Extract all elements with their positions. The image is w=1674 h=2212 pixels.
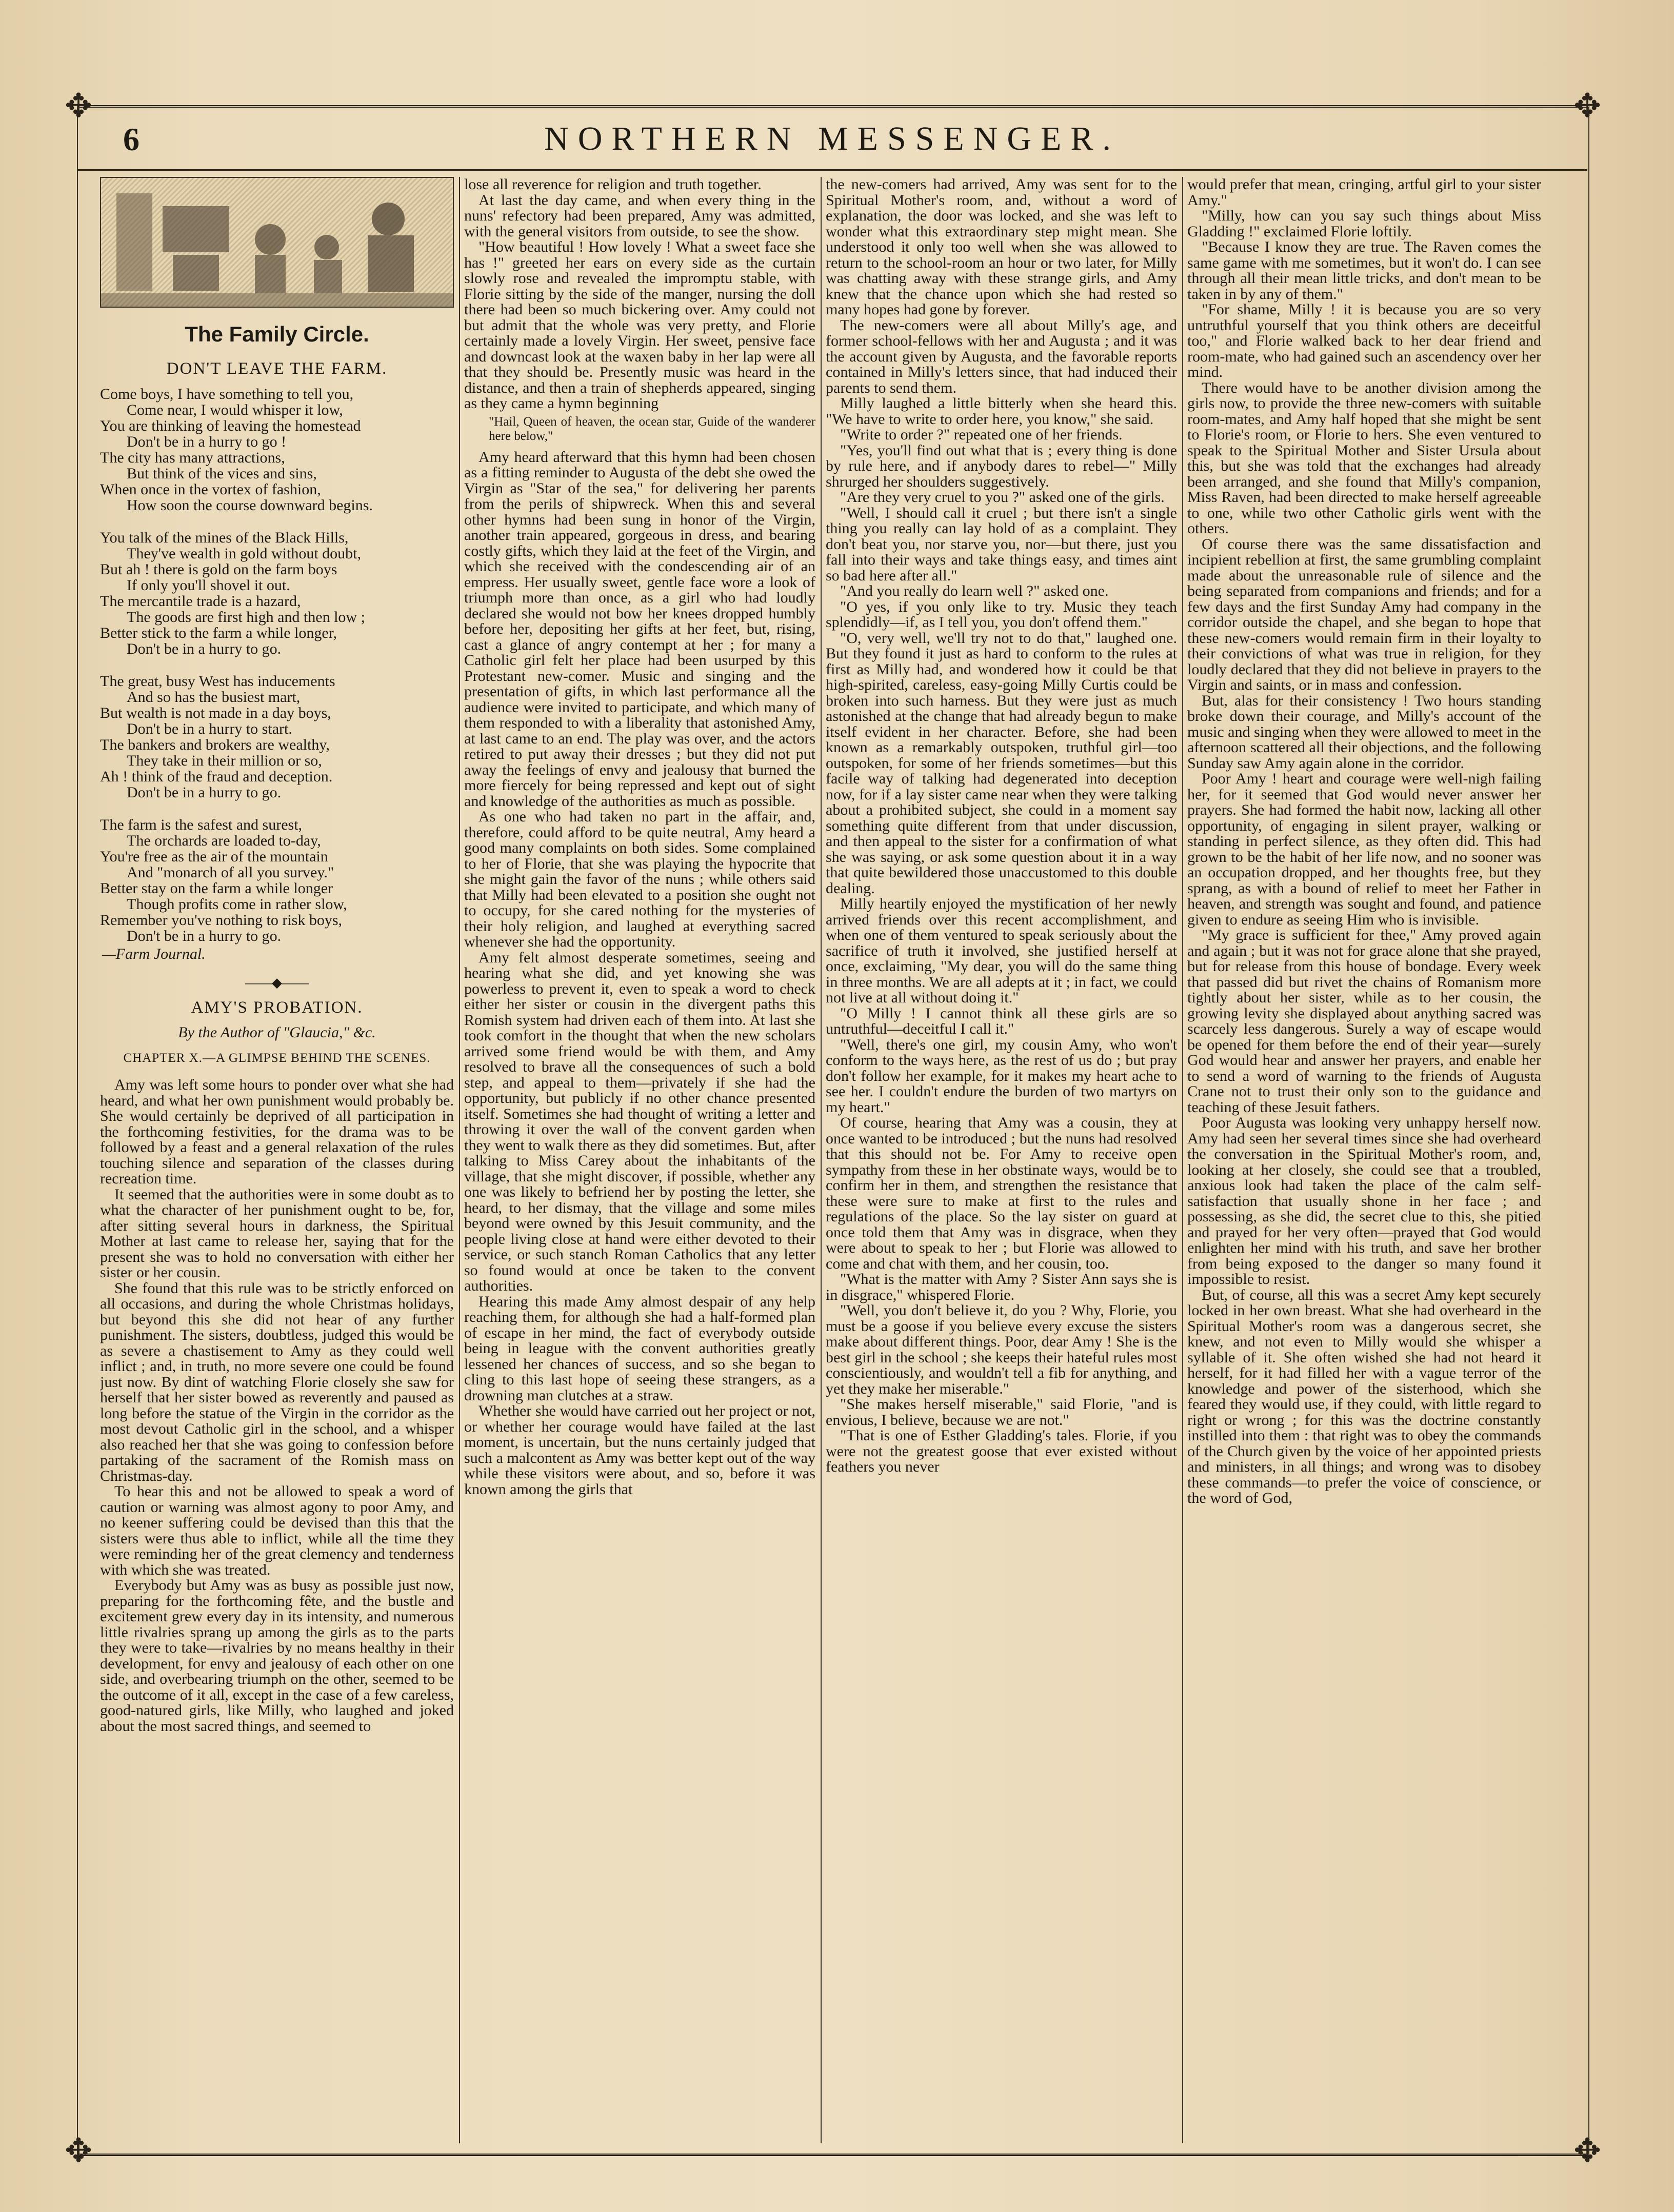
poem-stanza [100, 817, 454, 944]
ornament-corner-icon: ✥ [1573, 2132, 1601, 2170]
poem-line: You are thinking of leaving the homestead [100, 417, 361, 434]
poem-line: But wealth is not made in a day boys, [100, 704, 331, 721]
poem-stanza [100, 530, 454, 657]
poem-line: Don't be in a hurry to go. [127, 640, 282, 657]
paragraph: Poor Augusta was looking very unhappy herself now. Amy had seen her several times since she had overheard the conversation in the Spiritual Mother's room, and, looking at her closely, she could see that a troubled, anxious look had taken the place of the calm self-satisfaction that usually shone in her face ; and possessing, as she did, the secret clue to this, she pitied and prayed for her very often—prayed that God would enlighten her mind with his truth, and save her brother from being exposed to the danger so many found it impossible to resist. [1187, 1114, 1541, 1288]
paragraph: As one who had taken no part in the affair, and, therefore, could afford to be quite neutral, Amy heard a good many complaints on both sides. Some complained to her of Florie, that she was playing the hypocrite that she might gain the favor of the nuns ; while others said that Milly had been elevated to a position she ought not to occupy, for she cared nothing for the mysteries of their holy religion, and laughed at everything sacred whenever she had the opportunity. [464, 808, 815, 950]
ornament-corner-icon: ✥ [65, 2132, 92, 2170]
poem-line: And so has the busiest mart, [127, 688, 301, 706]
poem-line: Though profits come in rather slow, [127, 895, 347, 913]
poem-line: Ah ! think of the fraud and deception. [100, 768, 333, 785]
poem-line: Come near, I would whisper it low, [127, 401, 343, 418]
paragraph: There would have to be another division among the girls now, to provide the three new-comers with suitable room-mates, and Amy half hoped that she might be sent to Florie's room, or Florie to hers. She even ventured to speak to the Spiritual Mother and Sister Ursula about this, but she was told that the exchanges had already been arranged, and she found that Milly's companion, Miss Raven, had been directed to make herself agreeable to one, while two other Catholic girls went with the others. [1187, 379, 1541, 537]
paragraph: "How beautiful ! How lovely ! What a sweet face she has !" greeted her ears on every side as the curtain slowly rose and revealed the impromptu stable, with Florie sitting by the side of the manger, nursing the doll there had been so much bickering over. Amy could not but admit that the whole was very pretty, and Florie certainly made a lovely Virgin. Her sweet, pensive face and downcast look at the waxen baby in her lap were all that they should be. Presently music was heard in the distance, and then a train of shepherds appeared, singing as they came a hymn beginning [464, 238, 815, 412]
column-1 [100, 177, 454, 2143]
paragraph: Everybody but Amy was as busy as possible just now, preparing for the forthcoming fête, and the bustle and excitement grew every day in its intensity, and numerous little rivalries sprang up among the girls as to the parts they were to take—rivalries by no means healthy in their development, for envy and jealousy of each other on one side, and overbearing triumph on the other, seemed to be the outcome of it all, except in the case of a few careless, good-natured girls, like Milly, who laughed and joked about the most sacred things, and seemed to [100, 1577, 454, 1735]
poem-line: The bankers and brokers are wealthy, [100, 736, 330, 753]
story-title: AMY'S PROBATION. [191, 998, 363, 1017]
story-byline: By the Author of "Glaucia," &c. [178, 1023, 376, 1041]
paragraph: Poor Amy ! heart and courage were well-nigh failing her, for it seemed that God would never answer her prayers. She had formed the habit now, lacking all other opportunity, of engaging in silent prayer, walking or standing in perfect silence, as they often did. This had grown to be the habit of her life now, and no sooner was an occupation dropped, and her thoughts free, but they sprang, as with a bound of relief to meet her Father in heaven, and strength was sought and found, and patience given to endure as seeing Him who is invisible. [1187, 770, 1541, 928]
column-divider [821, 177, 822, 2143]
poem-line: Come boys, I have something to tell you, [100, 385, 354, 403]
poem-line: They take in their million or so, [127, 752, 322, 769]
masthead-title: NORTHERN MESSENGER. [544, 120, 1120, 157]
paragraph: But, of course, all this was a secret Amy kept securely locked in her own breast. What she had overheard in the Spiritual Mother's room was a dangerous secret, she knew, and not even to Milly would she whisper a syllable of it. She often wished she had not heard it herself, for it had filled her with a vague terror of the knowledge and power of the sisterhood, which she feared they would use, if they could, with little regard to right or wrong ; for this was the doctrine constantly instilled into them : that right was to obey the commands of the Church given by the voice of her appointed priests and ministers, in all things; and wrong was to disobey these commands—to prefer the voice of conscience, or the word of God, [1187, 1286, 1541, 1506]
poem-stanza [100, 673, 454, 800]
paragraph: "Because I know they are true. The Raven comes the same game with me sometimes, but it won't do. I can see through all their mean little tricks, and don't mean to be taken in by any of them." [1187, 238, 1541, 303]
chapter-heading: CHAPTER X.—A GLIMPSE BEHIND THE SCENES. [123, 1051, 431, 1065]
paragraph: It seemed that the authorities were in some doubt as to what the character of her punishment ought to be, for, after sitting several hours in darkness, the Spiritual Mother at last came to release her, saying that for the present she was to hold no conversation with either her sister or her cousin. [100, 1185, 454, 1281]
paragraph: "Well, there's one girl, my cousin Amy, who won't conform to the ways here, as the rest of us do ; but pray don't follow her example, for it makes my heart ache to see her. I couldn't endure the burden of two martyrs on my heart." [826, 1036, 1177, 1116]
poem-line: Don't be in a hurry to start. [127, 720, 292, 737]
column-divider [459, 177, 460, 2143]
paragraph: The new-comers were all about Milly's age, and former school-fellows with her and Augusta ; and it was the account given by Augusta, and the favorable reports contained in Milly's letters since, that had induced their parents to send them. [826, 316, 1177, 396]
header-rule [77, 169, 1587, 171]
poem-line: How soon the course downward begins. [127, 496, 373, 514]
paragraph: "O yes, if you only like to try. Music they teach splendidly—if, as I tell you, you don't offend them." [826, 598, 1177, 631]
paragraph: Whether she would have carried out her project or not, or whether her courage would have failed at the last moment, is uncertain, but the nuns certainly judged that such a malcontent as Amy was better kept out of the way while these visitors were about, and so, before it was known among the girls that [464, 1402, 815, 1498]
paragraph: To hear this and not be allowed to speak a word of caution or warning was almost agony to poor Amy, and no keener suffering could be devised than this that the sisters were thus able to inflict, while all the time they were reminding her of the great clemency and tenderness with which she was treated. [100, 1483, 454, 1578]
poem-line: The farm is the safest and surest, [100, 816, 303, 833]
poem-line: Remember you've nothing to risk boys, [100, 911, 343, 929]
paragraph: "Well, you don't believe it, do you ? Why, Florie, you must be a goose if you believe every excuse the sisters make about different things. Poor, dear Amy ! She is the best girl in the school ; she keeps their hateful rules most conscientiously, and wouldn't tell a fib for anything, and yet they make her miserable." [826, 1302, 1177, 1397]
poem-line: The city has many attractions, [100, 449, 285, 466]
paragraph: Amy was left some hours to ponder over what she had heard, and what her own punishment would probably be. She would certainly be deprived of all participation in the forthcoming festivities, for the drama was to be followed by a feast and a general relaxation of the rules touching silence and separation of the classes during recreation time. [100, 1076, 454, 1187]
ornament-corner-icon: ✥ [65, 87, 92, 125]
paragraph: Milly laughed a little bitterly when she heard this. "We have to write to order here, you know," she said. [826, 395, 1177, 428]
column-divider [1182, 177, 1183, 2143]
paragraph: "What is the matter with Amy ? Sister Ann says she is in disgrace," whispered Florie. [826, 1271, 1177, 1303]
poem-line: Don't be in a hurry to go ! [127, 433, 287, 450]
paragraph: Of course, hearing that Amy was a cousin, they at once wanted to be introduced ; but the nuns had resolved that this should not be. For Amy to receive open sympathy from these in her obstinate ways, would be to confirm her in them, and strengthen the resistance that these were sure to make at first to the rules and regulations of the place. So the lay sister on guard at once told them that Amy was in disgrace, when they were about to speak to her ; but Florie was allowed to come and chat with them, and her cousin, too. [826, 1114, 1177, 1272]
column-4 [1187, 177, 1541, 2143]
section-title: The Family Circle. [185, 322, 369, 346]
paragraph: Milly heartily enjoyed the mystification of her newly arrived friends over this recent accomplishment, and when one of them ventured to speak seriously about the sacrifice of truth it involved, she justified herself at once, exclaiming, "My dear, you will do the same thing in three months. We are all adepts at it ; in fact, we could not live at all without doing it." [826, 895, 1177, 1006]
page-number: 6 [123, 121, 140, 157]
paragraph: would prefer that mean, cringing, artful girl to your sister Amy." [1187, 177, 1541, 209]
paragraph: the new-comers had arrived, Amy was sent for to the Spiritual Mother's room, and, without a word of explanation, the door was locked, and she was left to wonder what this extraordinary step might mean. She understood it only too well when she was allowed to return to the school-room an hour or two later, for Milly was chatting away with these strange girls, and Amy knew that the chance upon which she had rested so many hopes had gone by forever. [826, 177, 1177, 318]
paragraph: She found that this rule was to be strictly enforced on all occasions, and during the whole Christmas holidays, but beyond this she did not hear of any further punishment. The sisters, doubtless, judged this would be as severe a chastisement to Amy as they could well inflict ; and, in truth, no more severe one could be found just now. By dint of watching Florie closely she saw for herself that her sister bowed as reverently and paused as long before the statue of the Virgin in the corridor as the most devout Catholic girl in the school, and a whisper also reached her that she was going to confession before partaking of the sacrament of the Romish mass on Christmas-day. [100, 1279, 454, 1484]
paragraph: "O, very well, we'll try not to do that," laughed one. But they found it just as hard to conform to the rules at first as Milly had, and wondered how it could be that high-spirited, careless, easy-going Milly Curtis could be broken into such harness. But they were just as much astonished at the change that had already begun to make itself evident in her character. Before, she had been known as a remarkably outspoken, truthful girl—too outspoken, for some of her friends sometimes—but this facile way of talking had degenerated into deception now, for if a lay sister came near when they were talking about a prohibited subject, she could in a moment say something quite different from that under discussion, and then appeal to the sister for a confirmation of what she was saying, or ask some question about it in a way that quite bewildered those unaccustomed to this double dealing. [826, 629, 1177, 897]
paragraph: "Well, I should call it cruel ; but there isn't a single thing you really can lay hold of as a complaint. They don't beat you, nor starve you, nor—but there, just you fall into their ways and take things easy, and times aint so bad here after all." [826, 504, 1177, 584]
poem-line: They've wealth in gold without doubt, [127, 545, 362, 562]
paragraph: Hearing this made Amy almost despair of any help reaching them, for although she had a half-formed plan of escape in her mind, the fact of everybody outside being in league with the convent authorities greatly lessened her chances of success, and so she began to cling to this last hope of seeing these strangers, as a drowning man clutches at a straw. [464, 1293, 815, 1404]
family-circle-engraving [100, 177, 454, 308]
column-3 [826, 177, 1177, 2143]
poem-line: If only you'll shovel it out. [127, 576, 290, 594]
poem-line: But think of the vices and sins, [127, 465, 317, 482]
poem-stanza [100, 386, 454, 513]
column-2 [464, 177, 815, 2143]
paragraph: "Yes, you'll find out what that is ; every thing is done by rule here, and if anybody dares to rebel—" Milly shrurged her shoulders suggestively. [826, 441, 1177, 490]
poem-line: You talk of the mines of the Black Hills, [100, 529, 349, 546]
poem-line: The mercantile trade is a hazard, [100, 592, 301, 610]
poem-line: Better stick to the farm a while longer, [100, 624, 337, 641]
poem-line: The goods are first high and then low ; [127, 608, 365, 626]
poem-credit: —Farm Journal. [102, 945, 206, 962]
ornament-corner-icon: ✥ [1573, 87, 1601, 125]
paragraph: "She makes herself miserable," said Florie, "and is envious, I believe, because we are not." [826, 1396, 1177, 1429]
paragraph: "That is one of Esther Gladding's tales. Florie, if you were not the greatest goose that ever existed without feathers you never [826, 1427, 1177, 1475]
poem-line: But ah ! there is gold on the farm boys [100, 560, 337, 578]
hymn-verse: "Hail, Queen of heaven, the ocean star, Guide of the wanderer here below," [489, 414, 815, 443]
poem-line: The great, busy West has inducements [100, 672, 335, 690]
family-scene-icon [101, 178, 453, 307]
poem-body [100, 386, 454, 962]
poem-title: DON'T LEAVE THE FARM. [166, 359, 388, 378]
poem-line: You're free as the air of the mountain [100, 848, 328, 865]
paragraph: "For shame, Milly ! it is because you are so very untruthful yourself that you think others are deceitful too," and Florie walked back to her dear friend and room-mate, who had gained such an ascendency over her mind. [1187, 301, 1541, 380]
paragraph: "My grace is sufficient for thee," Amy proved again and again ; but it was not for grace alone that she prayed, but for release from this house of bondage. Every week that passed did but rivet the chains of Romanism more tightly about her sister, while as to her cousin, the growing levity she displayed about anything sacred was scarcely less dangerous. Surely a way of escape would be opened for them before the end of their year—surely God would hear and answer her prayers, and enable her to send a word of warning to the friends of Augusta Crane not to trust their only son to the guidance and teaching of these Jesuit fathers. [1187, 927, 1541, 1116]
paragraph: "Milly, how can you say such things about Miss Gladding !" exclaimed Florie loftily. [1187, 207, 1541, 240]
masthead-bar [77, 115, 1587, 172]
paragraph: At last the day came, and when every thing in the nuns' refectory had been prepared, Amy was admitted, with the general visitors from outside, to see the show. [464, 191, 815, 240]
paragraph: "And you really do learn well ?" asked one. [840, 582, 1109, 599]
paragraph: Of course there was the same dissatisfaction and incipient rebellion at first, the same grumbling complaint made about the unreasonable rule of silence and the being separated from companions and friends; and for a few days and the first Sunday Amy had company in the corridor outside the chapel, and she began to hope that these new-comers would remain firm in their loyalty to their convictions of what was true in religion, for they loudly declared that they did not believe in prayers to the Virgin and saints, or in mass and confession. [1187, 535, 1541, 693]
paragraph: But, alas for their consistency ! Two hours standing broke down their courage, and Milly's account of the music and singing when they were allowed to meet in the afternoon scattered all their objections, and the following Sunday saw Amy again alone in the corridor. [1187, 692, 1541, 772]
poem-line: When once in the vortex of fashion, [100, 480, 321, 498]
paragraph: Amy felt almost desperate sometimes, seeing and hearing what she did, and yet knowing she was powerless to prevent it, even to speak a word to check either her sister or cousin in the divergent paths this Romish system had driven each of them into. At last she took comfort in the thought that when the new scholars arrived some friend would be with them, and Amy resolved to brave all the consequences of such a bold step, and appeal to them—privately if she had the opportunity, but publicly if no other chance presented itself. Sometimes she had thought of writing a letter and throwing it over the wall of the convent garden when they went to walk there as they did sometimes. But, after talking to Miss Carey about the inhabitants of the village, that she might discover, if possible, whether any one was likely to befriend her by posting the letter, she heard, to her dismay, that the village and some miles beyond were owned by this Jesuit community, and the people living close at hand were either devoted to their service, or such stanch Roman Catholics that any letter so found would at once be taken to the convent authorities. [464, 949, 815, 1294]
poem-line: And "monarch of all you survey." [127, 863, 334, 881]
paragraph: "Write to order ?" repeated one of her friends. [840, 426, 1123, 443]
poem-line: The orchards are loaded to-day, [127, 832, 321, 849]
poem-line: Better stay on the farm a while longer [100, 879, 333, 897]
paragraph: lose all reverence for religion and truth together. [464, 177, 762, 193]
paragraph: "O Milly ! I cannot think all these girls are so untruthful—deceitful I call it." [826, 1004, 1177, 1037]
ornament-divider-icon: ——◆—— [245, 975, 309, 990]
paragraph: "Are they very cruel to you ?" asked one of the girls. [840, 489, 1165, 506]
poem-line: Don't be in a hurry to go. [127, 927, 282, 944]
paragraph: Amy heard afterward that this hymn had been chosen as a fitting reminder to Augusta of the debt she owed the Virgin as "Star of the sea," for delivering her parents from the perils of shipwreck. When this and several other hymns had been sung in honor of the Virgin, another train appeared, gorgeous in dress, and bearing costly gifts, which they laid at the feet of the Virgin, and which she received with the condescending air of an empress. Her usually sweet, gentle face wore a look of triumph more than once, as a girl who had loudly declared she would not bow her knees dropped humbly before her, depositing her gifts at her feet, but, rising, cast a glance of angry contempt at her ; for many a Catholic girl felt her place had been usurped by this Protestant new-comer. Music and singing and the presentation of gifts, in which last performance all the audience were invited to participate, and which many of them responded to with a liberality that astonished Amy, at last came to an end. The play was over, and the actors retired to put away their dresses ; but they did not put away the feelings of envy and jealousy that burned the more fiercely for being repressed and kept out of sight and knowledge of the authorities as much as possible. [464, 448, 815, 810]
poem-line: Don't be in a hurry to go. [127, 783, 282, 801]
